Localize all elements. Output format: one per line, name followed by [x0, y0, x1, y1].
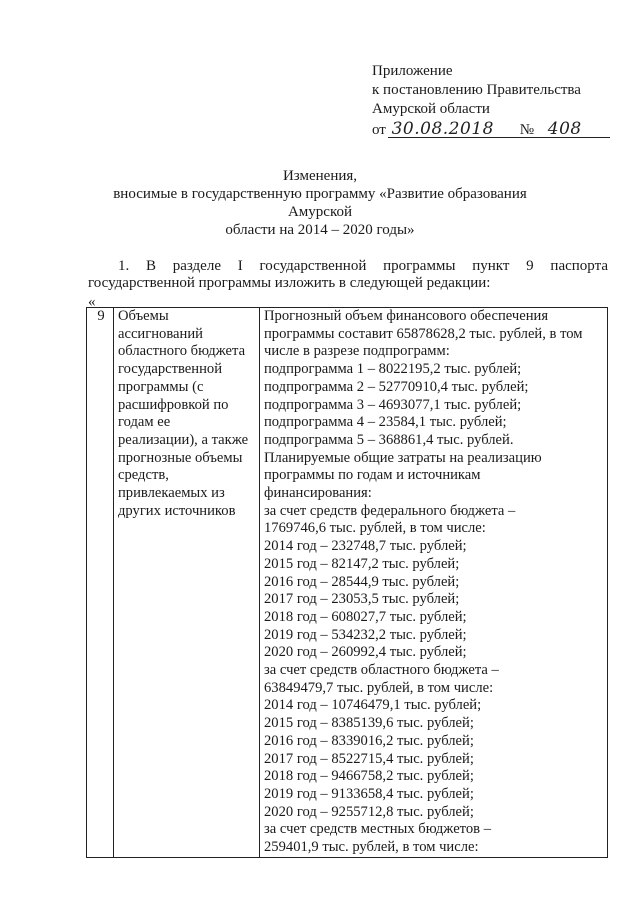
content-line: 2014 год – 10746479,1 тыс. рублей; [264, 697, 482, 714]
name-line: других источников [118, 502, 236, 519]
appendix-date-prefix: от [372, 122, 386, 138]
content-line: подпрограмма 5 – 368861,4 тыс. рублей. [264, 431, 514, 448]
appendix-region: Амурской области [372, 101, 490, 117]
appendix-resolution: к постановлению Правительства [372, 82, 581, 98]
name-line: привлекаемых из [118, 485, 225, 502]
content-line: Планируемые общие затраты на реализацию [264, 449, 542, 466]
content-line: 2015 год – 8385139,6 тыс. рублей; [264, 715, 474, 732]
content-line: 2014 год – 232748,7 тыс. рублей; [264, 538, 467, 555]
item-number-cell: 9 [87, 308, 114, 858]
name-line: программы (с [118, 378, 204, 395]
item-content-cell [260, 308, 608, 858]
name-line: Объемы [118, 308, 169, 324]
name-line: прогнозные объемы [118, 449, 243, 466]
appendix-title: Приложение [372, 63, 453, 79]
handwritten-date: 30.08.2018 [391, 119, 494, 139]
content-line: 2019 год – 534232,2 тыс. рублей; [264, 626, 467, 643]
content-line: программы по годам и источникам [264, 467, 481, 484]
content-line: 1769746,6 тыс. рублей, в том числе: [264, 520, 486, 537]
content-line: 2020 год – 260992,4 тыс. рублей; [264, 644, 467, 661]
content-line: подпрограмма 3 – 4693077,1 тыс. рублей; [264, 396, 522, 413]
content-line: 2016 год – 28544,9 тыс. рублей; [264, 573, 460, 590]
handwritten-number: 408 [547, 119, 582, 139]
paragraph-line-1: 1. В разделе I государственной программы пункт 9 паспорта [118, 258, 608, 274]
title-line-2: вносимые в государственную программу «Развитие образования Амурской [113, 186, 527, 220]
appendix-header [372, 62, 610, 140]
name-line: реализации), а также [118, 431, 249, 448]
funding-table [86, 307, 608, 858]
content-line: подпрограмма 4 – 23584,1 тыс. рублей; [264, 414, 507, 431]
content-line: 2017 год – 8522715,4 тыс. рублей; [264, 750, 474, 767]
paragraph-line-2: государственной программы изложить в следующей редакции: [88, 275, 491, 291]
name-line: государственной [118, 361, 223, 378]
title-line-1: Изменения, [282, 168, 358, 184]
content-line: 2020 год – 9255712,8 тыс. рублей; [264, 803, 474, 820]
name-line: средств, [118, 467, 169, 484]
content-line: 259401,9 тыс. рублей, в том числе: [264, 839, 479, 856]
table-row [87, 308, 608, 858]
name-line: расшифровкой по [118, 396, 229, 413]
content-line: 2016 год – 8339016,2 тыс. рублей; [264, 732, 474, 749]
signature-underline [388, 137, 610, 138]
item-name-cell [114, 308, 260, 858]
content-line: 2017 год – 23053,5 тыс. рублей; [264, 591, 460, 608]
content-line: 2015 год – 82147,2 тыс. рублей; [264, 555, 460, 572]
appendix-date-number-line [372, 120, 610, 140]
content-line: за счет средств местных бюджетов – [264, 821, 491, 838]
document-title [80, 167, 560, 239]
content-line: за счет средств областного бюджета – [264, 662, 499, 679]
content-line: финансирования: [264, 485, 372, 502]
content-line: программы составит 65878628,2 тыс. рублей, в том [264, 325, 583, 342]
content-line: подпрограмма 1 – 8022195,2 тыс. рублей; [264, 361, 522, 378]
opening-quote: « [88, 294, 96, 310]
number-sign: № [519, 122, 535, 138]
name-line: ассигнований [118, 325, 203, 342]
content-line: 2018 год – 608027,7 тыс. рублей; [264, 608, 467, 625]
content-line: числе в разрезе подпрограмм: [264, 343, 450, 360]
title-line-3: области на 2014 – 2020 годы» [225, 222, 415, 238]
amendment-paragraph [88, 258, 608, 292]
content-line: подпрограмма 2 – 52770910,4 тыс. рублей; [264, 378, 529, 395]
name-line: областного бюджета [118, 343, 246, 360]
name-line: годам ее [118, 414, 171, 431]
content-line: 2019 год – 9133658,4 тыс. рублей; [264, 785, 474, 802]
content-line: Прогнозный объем финансового обеспечения [264, 308, 549, 324]
content-line: за счет средств федерального бюджета – [264, 502, 516, 519]
content-line: 2018 год – 9466758,2 тыс. рублей; [264, 768, 474, 785]
content-line: 63849479,7 тыс. рублей, в том числе: [264, 679, 494, 696]
